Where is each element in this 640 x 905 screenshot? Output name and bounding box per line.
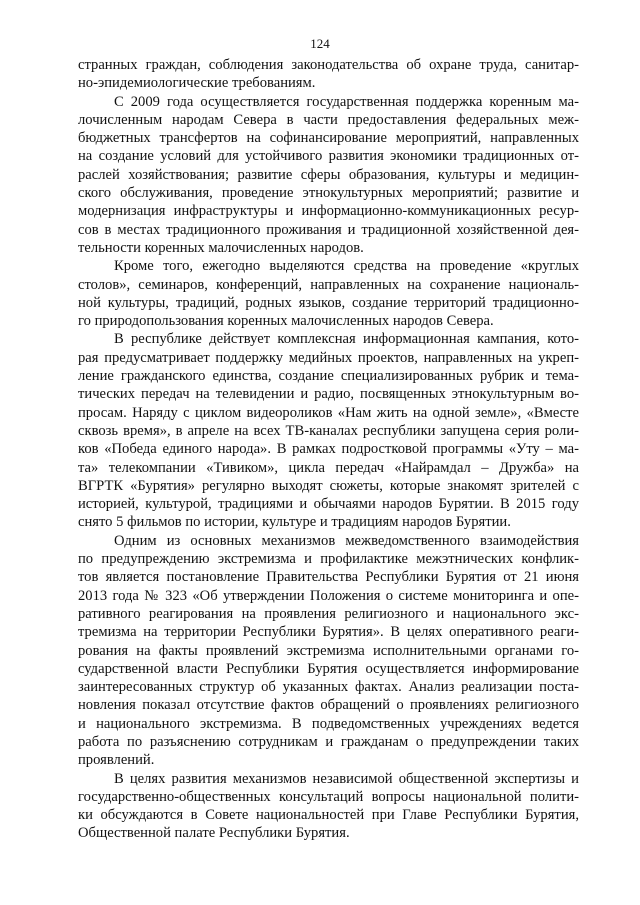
text-line: снято 5 фильмов по истории, культуре и традициям народов Бурятии.: [78, 514, 511, 531]
text-line: тов является постановление Правительства Республики Бурятия от 21 июня: [78, 569, 579, 586]
text-line: тических передач на телевидении и радио, посвященных этнокультурным во-: [78, 386, 579, 403]
text-line: сквозь время», в апреле на всех ТВ-каналах республики запущена серия роли-: [78, 422, 579, 439]
text-line: историей, культурой, традициями и обычаями народов Бурятии. В 2015 году: [78, 496, 579, 513]
text-line: тремизма на территории Республики Бурятия». В целях оперативного реаги-: [78, 624, 579, 641]
page-number: 124: [310, 36, 330, 51]
text-line: ВГРТК «Бурятия» регулярно выходят сюжеты, которые знакомят зрителей с: [78, 477, 579, 494]
paragraph: [78, 93, 579, 258]
text-line: 2013 года № 323 «Об утверждении Положения о системе мониторинга и опе-: [78, 587, 579, 604]
text-line: заинтересованных структур об указанных фактах. Анализ реализации поста-: [78, 679, 579, 696]
text-line: ративного реагирования на проявления религиозного и национального экс-: [78, 605, 579, 622]
text-line: рая предусматривает поддержку медийных проектов, направленных на укреп-: [78, 349, 579, 366]
text-line: В целях развития механизмов независимой общественной экспертизы и: [114, 770, 579, 787]
text-line: Одним из основных механизмов межведомственного взаимодействия: [114, 532, 579, 549]
text-line: В республике действует комплексная информационная кампания, кото-: [114, 331, 579, 348]
text-line: ков «Победа единого народа». В рамках подростковой программы «Уту – ма-: [78, 441, 579, 458]
paragraph: [78, 770, 579, 843]
text-line: сов в местах традиционного проживания и традиционной хозяйственной дея-: [78, 221, 579, 238]
text-line: новления показал отсутствие фактов обращений о проявлениях религиозного: [78, 697, 579, 714]
text-line: проявлений.: [78, 752, 155, 769]
text-line: ной культуры, традиций, родных языков, создание территорий традиционно-: [78, 294, 579, 311]
text-line: и национального экстремизма. В подведомственных учреждениях ведется: [78, 715, 579, 732]
text-line: ского обслуживания, проведение этнокультурных мероприятий; развитие и: [78, 185, 579, 202]
text-line: государственно-общественных консультаций вопросы национальной полити-: [78, 788, 579, 805]
text-line: рования на факты проявлений экстремизма исполнительными органами го-: [78, 642, 579, 659]
paragraph: [78, 330, 579, 531]
text-line: ки обсуждаются в Совете национальностей при Главе Республики Бурятия,: [78, 807, 579, 824]
text-line: лочисленным народам Севера в части предоставления федеральных меж-: [78, 111, 579, 128]
text-line: Общественной палате Республики Бурятия.: [78, 825, 350, 842]
text-line: но-эпидемиологические требованиям.: [78, 75, 316, 92]
text-line: сударственной власти Республики Бурятия осуществляется информирование: [78, 660, 579, 677]
text-line: ление гражданского единства, создание специализированных рубрик и тема-: [78, 368, 579, 385]
text-line: странных граждан, соблюдения законодательства об охране труда, санитар-: [78, 57, 579, 73]
text-line: столов», семинаров, конференций, направленных на сохранение националь-: [78, 276, 579, 293]
text-line: С 2009 года осуществляется государственная поддержка коренным ма-: [114, 93, 579, 110]
text-line: тельности коренных малочисленных народов.: [78, 239, 364, 256]
text-line: по предупреждению экстремизма и профилактике межэтнических конфлик-: [78, 551, 579, 568]
text-line: на создание условий для устойчивого развития экономики традиционных от-: [78, 148, 579, 165]
paragraph: [78, 257, 579, 330]
paragraph: [78, 56, 579, 93]
text-line: та» телекомпании «Тивиком», цикла передач «Найрамдал – Дружба» на: [78, 459, 579, 476]
text-line: просам. Наряду с циклом видеороликов «Нам жить на одной земле», «Вместе: [78, 404, 579, 421]
text-line: бюджетных трансфертов на софинансирование мероприятий, направленных: [78, 130, 579, 147]
text-line: Кроме того, ежегодно выделяются средства на проведение «круглых: [114, 258, 579, 275]
text-line: раслей хозяйствования; развитие сферы образования, культуры и медицин-: [78, 166, 579, 183]
document-body: [78, 56, 579, 843]
text-line: работа по разъяснению сотрудникам и гражданам о предупреждении таких: [78, 733, 579, 750]
text-line: го природопользования коренных малочисленных народов Севера.: [78, 313, 494, 330]
text-line: модернизация инфраструктуры и информационно-коммуникационных ресур-: [78, 203, 579, 220]
paragraph: [78, 532, 579, 770]
